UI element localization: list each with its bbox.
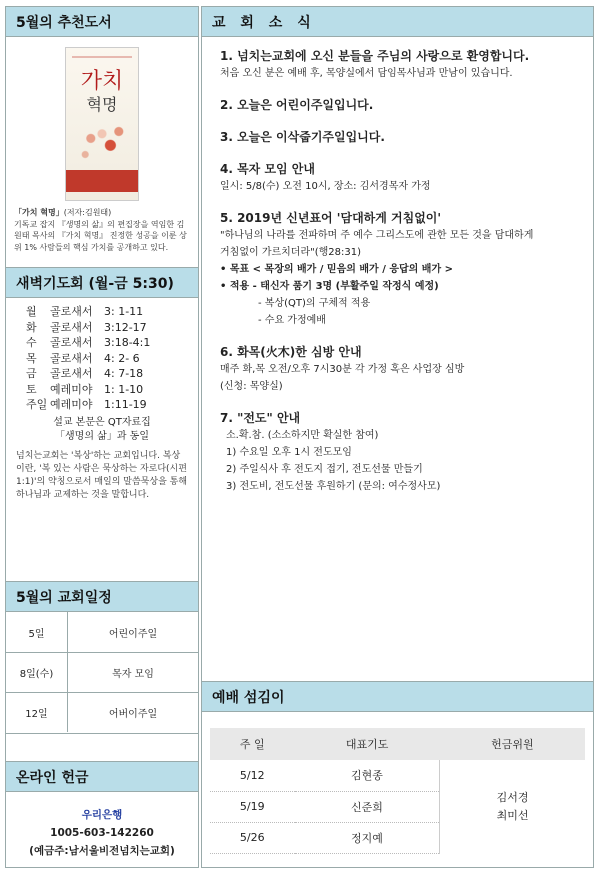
news-item-1: 1. 넘치는교회에 오신 분들을 주님의 사랑으로 환영합니다. 처음 오신 분은 예배 후, 목양실에서 담임목사님과 만남이 있습니다. [220,49,530,79]
news-item-4: 4. 목자 모임 안내 일시: 5/8(수) 오전 10시, 장소: 김서경목자 가정 [220,162,431,192]
table-row: 8일(수) 목자 모임 [6,652,198,692]
online-header: 온라인 헌금 [6,762,198,792]
news-item-2: 2. 오늘은 어린이주일입니다. [220,98,374,112]
news-item-6: 6. 화목(火木)한 심방 안내 매주 화,목 오전/오후 7시30분 각 가정 혹은 사업장 심방 (신청: 목양실) [220,345,465,392]
online-offering-info [6,792,198,860]
table-row: 5일 어린이주일 [6,612,198,652]
table-row: 5/12 김현종 김서경 최미선 [210,760,585,791]
worship-table [210,728,585,854]
list-item: 금 골로새서 4: 7-18 [26,367,144,380]
book-cover-image [65,47,139,201]
bank-name: 우리은행 [81,809,123,821]
news-header: 교 회 소 식 [202,7,593,37]
right-column [201,6,594,868]
worship-section [202,712,593,854]
news-item-3: 3. 오늘은 이삭줍기주일입니다. [220,130,385,144]
table-header-row [210,728,585,760]
book-caption-title: 「가치 혁명」 [14,208,64,217]
table-row: 5/26 정지예 [210,822,585,853]
spacer [6,734,198,762]
book-cover-subtitle: 혁명 [86,95,118,114]
col-prayer: 대표기도 [295,728,440,760]
schedule-table [6,612,198,734]
prayer-schedule-list [16,304,188,413]
worship-header: 예배 섬김이 [202,682,593,712]
account-holder: (예금주:남서울비전넘치는교회) [29,845,175,857]
table-row: 12일 어버이주일 [6,692,198,732]
prayer-section [6,298,198,582]
list-item: 월 골로새서 3: 1-11 [26,305,144,318]
list-item: 주일 예레미야 1:11-19 [26,398,147,411]
news-item-5: 5. 2019년 신년표어 '담대하게 거침없이' "하나님의 나라를 전파하며 주 예수 그리스도에 관한 모든 것을 담대하게 거침없이 가르치더라"(행28:31) • 목표 < 목장의 배가 / 믿음의 배가 / 응답의 배가 > • 적용 - 태신자 품기 3명 (부활주일 작정식 예정) - 복상(QT)의 구체적 적용 - 수요 가정예배 [220,211,534,326]
book-caption [14,207,190,253]
book-cover-title: 가치 [80,69,124,94]
list-item: 화 골로새서 3:12-17 [26,320,147,334]
prayer-description: 넘치는교회는 '복상'하는 교회입니다. 복상이란, '복 있는 사람은 묵상하는 자로다(시편1:1)'의 약칭으로서 매일의 말씀묵상을 통해 하나님과 교제하는 것을 말합니다. [16,450,188,500]
list-item: 목 골로새서 4: 2- 6 [26,351,140,365]
left-column [5,6,199,868]
list-item: 수 골로새서 3:18-4:1 [26,336,151,349]
book-header: 5월의 추천도서 [6,7,198,37]
schedule-header: 5월의 교회일정 [6,582,198,612]
table-row: 5/19 신준희 [210,791,585,822]
treasurer-cell: 김서경 최미선 [440,760,585,853]
book-section [6,37,198,268]
book-caption-author: (저자:김원태) [63,208,112,217]
book-caption-body: 기독교 잡지 『생명의 삶』의 편집장을 역임한 김원태 목사의 『가치 혁명』 진정한 성공을 이룬 상위 1% 사람들의 핵심 가치를 공개하고 있다. [14,219,187,252]
col-date: 주 일 [210,728,295,760]
news-item-7: 7. "전도" 안내 소.확.참. (소소하지만 확실한 참여) 1) 수요일 오후 1시 전도모임 2) 주일식사 후 전도지 접기, 전도선물 만들기 3) 전도비, 전도선물 후원하기 (문의: 여수정사모) [220,411,441,492]
prayer-note: 설교 본문은 QT자료집 「생명의 삶」과 동일 [53,416,151,442]
prayer-header: 새벽기도회 (월-금 5:30) [6,268,198,298]
col-treasurer: 헌금위원 [440,728,585,760]
news-section [202,37,593,682]
account-number: 1005-603-142260 [50,827,154,839]
list-item: 토 예레미야 1: 1-10 [26,382,144,396]
